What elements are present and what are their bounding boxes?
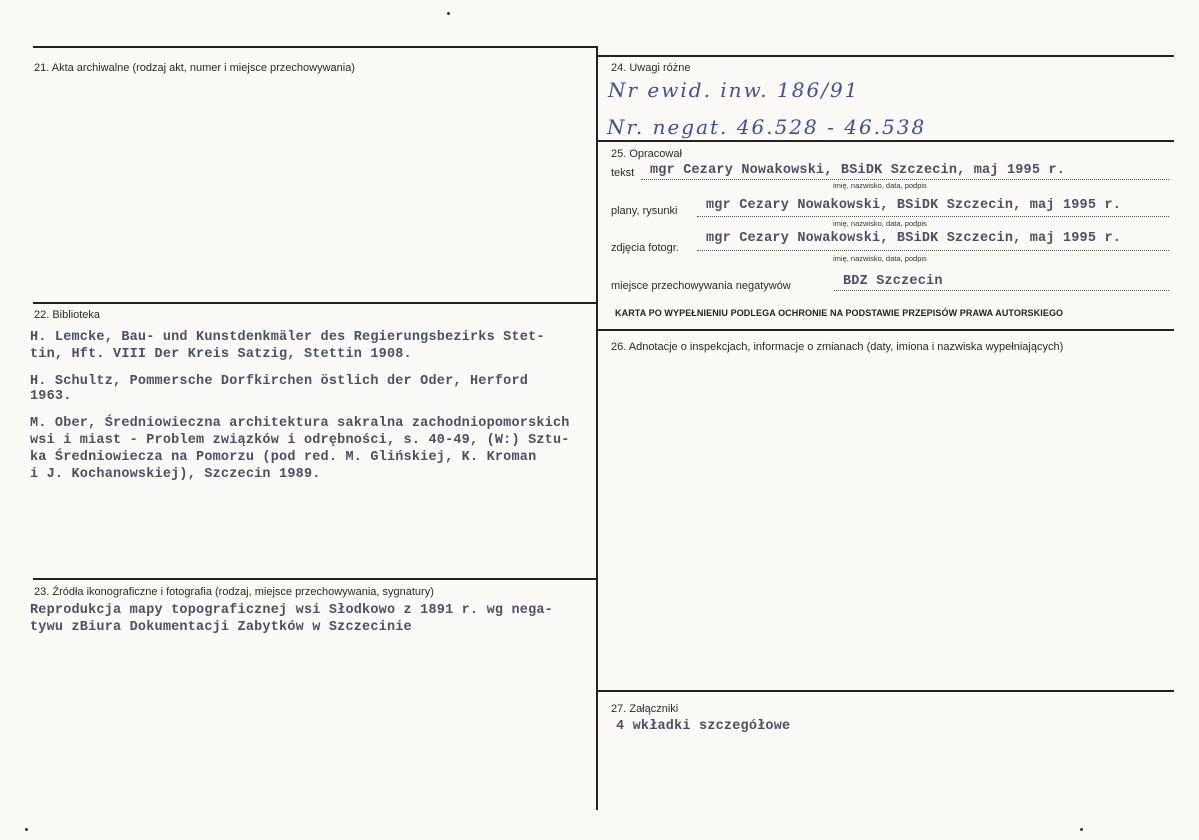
handwritten-inventory-number: Nr ewid. inw. 186/91 [608,78,860,102]
column-divider [596,46,598,810]
bibliography-entry-2-line-1: H. Schultz, Pommersche Dorfkirchen östlich der Oder, Herford [30,374,529,389]
plans-author-line [697,216,1169,217]
divider-26-27 [597,690,1174,692]
photos-author-line [697,250,1169,251]
iconographic-source-line-2: tywu zBiura Dokumentacji Zabytków w Szczecinie [30,620,412,635]
text-author-label: tekst [611,167,635,179]
registration-mark [25,828,28,831]
section-24-label: 24. Uwagi różne [611,62,691,74]
section-26-label: 26. Adnotacje o inspekcjach, informacje o zmianach (daty, imiona i nazwiska wypełniających) [611,341,1064,353]
registration-mark [447,12,450,15]
negatives-location-label: miejsce przechowywania negatywów [611,280,791,292]
text-author-line [641,179,1169,180]
photos-author-caption: imię, nazwisko, data, podpis [833,254,927,263]
plans-author-label: plany, rysunki [611,205,678,217]
bibliography-entry-2-line-2: 1963. [30,389,72,404]
copyright-notice: KARTA PO WYPEŁNIENIU PODLEGA OCHRONIE NA PODSTAWIE PRZEPISÓW PRAWA AUTORSKIEGO [615,308,1064,318]
top-border-right [597,55,1174,57]
plans-author-value: mgr Cezary Nowakowski, BSiDK Szczecin, maj 1995 r. [706,198,1122,213]
handwritten-negative-numbers: Nr. negat. 46.528 - 46.538 [607,115,927,139]
text-author-caption: imię, nazwisko, data, podpis [833,181,927,190]
section-27-label: 27. Załączniki [611,703,679,715]
top-border-left [33,46,597,48]
text-author-value: mgr Cezary Nowakowski, BSiDK Szczecin, maj 1995 r. [650,163,1066,178]
plans-author-caption: imię, nazwisko, data, podpis [833,219,927,228]
divider-24-25 [597,140,1174,142]
section-21-label: 21. Akta archiwalne (rodzaj akt, numer i miejsce przechowywania) [34,62,355,74]
divider-22-23 [33,578,597,580]
section-23-label: 23. Źródła ikonograficzne i fotografia (rodzaj, miejsce przechowywania, sygnatury) [34,586,434,598]
section-25-label: 25. Opracował [611,148,682,160]
attachments-value: 4 wkładki szczegółowe [616,719,791,734]
photos-author-label: zdjęcia fotogr. [611,242,679,254]
divider-21-22 [33,302,597,304]
negatives-location-value: BDZ Szczecin [843,274,943,289]
bibliography-entry-3-line-2: wsi i miast - Problem związków i odrębności, s. 40-49, (W:) Sztu- [30,433,570,448]
divider-25-26 [597,329,1174,331]
iconographic-source-line-1: Reprodukcja mapy topograficznej wsi Słodkowo z 1891 r. wg nega- [30,603,553,618]
registration-mark [1080,828,1083,831]
section-22-label: 22. Biblioteka [34,309,101,321]
photos-author-value: mgr Cezary Nowakowski, BSiDK Szczecin, maj 1995 r. [706,231,1122,246]
bibliography-entry-3-line-1: M. Ober, Średniowieczna architektura sakralna zachodniopomorskich [30,416,570,431]
negatives-location-line [834,290,1169,291]
bibliography-entry-3-line-4: i J. Kochanowskiej), Szczecin 1989. [30,467,321,482]
bibliography-entry-1-line-2: tin, Hft. VIII Der Kreis Satzig, Stettin 1908. [30,347,412,362]
bibliography-entry-3-line-3: ka Średniowiecza na Pomorzu (pod red. M. Glińskiej, K. Kroman [30,450,537,465]
bibliography-entry-1-line-1: H. Lemcke, Bau- und Kunstdenkmäler des Regierungsbezirks Stet- [30,330,545,345]
